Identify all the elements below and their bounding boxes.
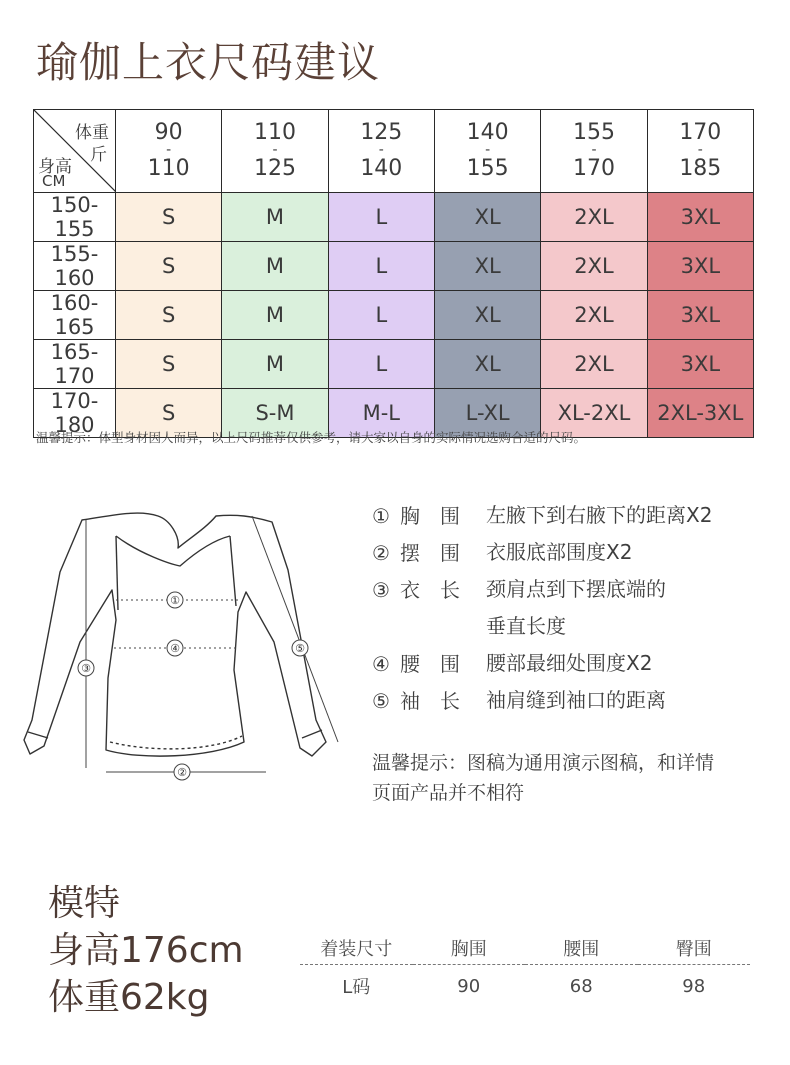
size-cell: L-XL xyxy=(434,389,540,438)
size-cell: 2XL xyxy=(541,193,647,242)
height-range-cell: 170-180 xyxy=(34,389,116,438)
size-cell: M xyxy=(222,242,328,291)
fit-header: 胸围 xyxy=(413,932,526,965)
marker-hem: ② xyxy=(177,766,187,779)
size-cell: 2XL xyxy=(541,242,647,291)
marker-chest: ① xyxy=(170,594,180,607)
size-chart-corner xyxy=(34,110,116,193)
table-row xyxy=(34,340,754,389)
size-cell: XL xyxy=(434,242,540,291)
model-height: 身高176cm xyxy=(48,930,244,971)
fit-header: 臀围 xyxy=(638,932,751,965)
item-number: ① xyxy=(372,504,390,528)
item-name: 袖 长 xyxy=(400,689,460,713)
size-cell: S xyxy=(116,340,222,389)
height-range-cell: 150-155 xyxy=(34,193,116,242)
size-chart-table xyxy=(33,109,754,438)
sizing-tip: 温馨提示：体型身材因人而异，以上尺码推荐仅供参考，请大家以自身的实际情况选购合适的尺码。 xyxy=(36,430,587,445)
table-row xyxy=(34,242,754,291)
item-name: 摆 围 xyxy=(400,541,460,565)
size-cell: S xyxy=(116,242,222,291)
size-cell: 2XL-3XL xyxy=(647,389,753,438)
fit-header: 腰围 xyxy=(525,932,638,965)
size-cell: L xyxy=(328,340,434,389)
marker-sleeve: ⑤ xyxy=(295,642,305,655)
size-cell: L xyxy=(328,242,434,291)
list-item xyxy=(372,579,756,653)
fit-value-row xyxy=(300,965,750,1008)
height-range-cell: 165-170 xyxy=(34,340,116,389)
garment-diagram xyxy=(20,510,340,785)
weight-label: 体重 xyxy=(75,123,109,143)
fit-value: 98 xyxy=(682,975,706,997)
item-desc: 左腋下到右腋下的距离X2 xyxy=(486,503,713,527)
list-item xyxy=(372,690,756,727)
weight-col-header: 155 - 170 xyxy=(541,110,647,193)
item-number: ④ xyxy=(372,652,390,676)
fit-value: 68 xyxy=(569,975,593,997)
size-cell: XL xyxy=(434,193,540,242)
weight-col-header: 90 - 110 xyxy=(116,110,222,193)
measurement-legend xyxy=(372,505,756,727)
diagram-note: 温馨提示：图稿为通用演示图稿，和详情 页面产品并不相符 xyxy=(372,752,715,804)
item-number: ② xyxy=(372,541,390,565)
item-desc: 腰部最细处围度X2 xyxy=(486,651,653,675)
size-cell: S xyxy=(116,193,222,242)
weight-unit: 斤 xyxy=(90,145,107,165)
item-name: 腰 围 xyxy=(400,652,460,676)
size-cell: 3XL xyxy=(647,291,753,340)
size-cell: 2XL xyxy=(541,340,647,389)
model-weight: 体重62kg xyxy=(48,977,210,1018)
size-cell: L xyxy=(328,193,434,242)
model-info xyxy=(48,880,244,1021)
item-name: 胸 围 xyxy=(400,504,460,528)
size-cell: XL xyxy=(434,340,540,389)
item-desc: 颈肩点到下摆底端的 垂直长度 xyxy=(486,577,666,638)
fit-value: 90 xyxy=(457,975,481,997)
size-cell: M xyxy=(222,193,328,242)
marker-length: ③ xyxy=(81,662,91,675)
fit-header-row xyxy=(300,932,750,965)
height-label: 身高 xyxy=(38,157,72,177)
page-title: 瑜伽上衣尺码建议 xyxy=(36,38,381,87)
weight-col-header: 170 - 185 xyxy=(647,110,753,193)
size-chart-header-row xyxy=(34,110,754,193)
size-cell: 3XL xyxy=(647,193,753,242)
table-row xyxy=(34,291,754,340)
size-cell: M-L xyxy=(328,389,434,438)
fit-header: 着装尺寸 xyxy=(300,932,413,965)
item-desc: 袖肩缝到袖口的距离 xyxy=(486,688,666,712)
item-name: 衣 长 xyxy=(400,578,460,602)
model-fit-table xyxy=(300,932,750,1007)
size-cell: S xyxy=(116,291,222,340)
size-cell: XL-2XL xyxy=(541,389,647,438)
size-cell: XL xyxy=(434,291,540,340)
marker-waist: ④ xyxy=(170,642,180,655)
height-range-cell: 155-160 xyxy=(34,242,116,291)
size-cell: 3XL xyxy=(647,242,753,291)
size-cell: M xyxy=(222,340,328,389)
item-desc: 衣服底部围度X2 xyxy=(486,540,633,564)
height-unit: CM xyxy=(42,172,66,190)
item-number: ⑤ xyxy=(372,689,390,713)
weight-col-header: 125 - 140 xyxy=(328,110,434,193)
size-cell: 3XL xyxy=(647,340,753,389)
item-number: ③ xyxy=(372,578,390,602)
weight-col-header: 140 - 155 xyxy=(434,110,540,193)
size-cell: S-M xyxy=(222,389,328,438)
height-range-cell: 160-165 xyxy=(34,291,116,340)
size-cell: L xyxy=(328,291,434,340)
fit-value: L码 xyxy=(342,977,371,998)
weight-col-header: 110 - 125 xyxy=(222,110,328,193)
size-cell: 2XL xyxy=(541,291,647,340)
size-cell: M xyxy=(222,291,328,340)
size-cell: S xyxy=(116,389,222,438)
model-label: 模特 xyxy=(48,883,121,924)
table-row xyxy=(34,193,754,242)
